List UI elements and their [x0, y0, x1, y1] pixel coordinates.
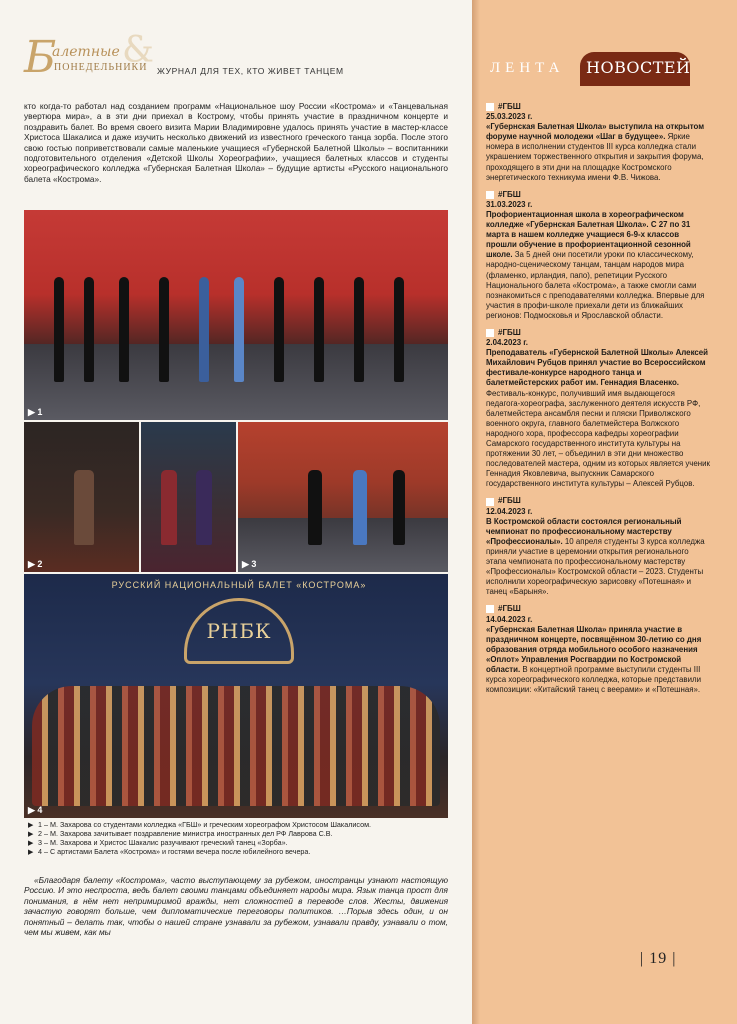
lenta-news-word: НОВОСТЕЙ	[586, 58, 691, 77]
figure	[394, 277, 404, 382]
figure	[119, 277, 129, 382]
square-bullet-icon	[486, 191, 494, 199]
news-date: 12.04.2023 г.	[486, 506, 533, 516]
news-body	[486, 348, 710, 489]
logo-ampersand: &	[122, 30, 155, 71]
figure	[159, 277, 169, 382]
news-item	[486, 604, 710, 695]
quote-paragraph: «Благодаря балету «Кострома», часто выступающему за рубежом, иностранцы узнают настоящую Россию. И это неспроста, ведь балет своими танцами объединяет народы мира. Язык танца прост для понимания, в нём нет непримиримой вражды, нет сложностей в переводе слов. Жесты, движения зачастую говорят больше, чем дипломатические переговоры политиков. …Порыв здесь один, и он понятный – делать так, чтобы о нашей стране узнавали за рубежом, узнавали правду, узнавали о том, чем мы живем, как мы	[24, 875, 448, 938]
magazine-logo[interactable]	[22, 30, 155, 88]
news-tag[interactable]	[486, 496, 710, 506]
masthead	[22, 30, 462, 88]
news-body	[486, 625, 710, 696]
news-tag-text: #ГБШ	[498, 327, 521, 337]
news-headline: В Костромской области состоялся региональный чемпионат по профессиональному мастерству «Профессионалы».	[486, 516, 682, 546]
news-headline: Преподаватель «Губернской Балетной Школы» Алексей Михайлович Рубцов принял участие во Всероссийском фестивале-конкурсе народного танца и балетмейстерских работ им. Геннадия Власенко.	[486, 348, 709, 388]
figure	[196, 470, 212, 545]
photo-group-with-students	[24, 210, 448, 420]
photo-captions	[28, 820, 448, 856]
square-bullet-icon	[486, 103, 494, 111]
caption-arrow-icon: ▶	[28, 820, 34, 829]
stage-floor	[238, 518, 448, 572]
news-tag[interactable]	[486, 190, 710, 200]
news-date: 2.04.2023 г.	[486, 338, 528, 348]
caption-2	[28, 829, 448, 838]
figure	[314, 277, 324, 382]
rnbk-logo-text: РНБК	[206, 619, 272, 643]
figure	[54, 277, 64, 382]
news-tag-text: #ГБШ	[498, 189, 521, 199]
photo-number-3: ▶ 3	[242, 559, 257, 569]
photo-number-2: ▶ 2	[28, 559, 43, 569]
news-tag[interactable]	[486, 604, 710, 614]
news-text: Яркие номера в исполнении студентов III курса колледжа стали украшением торжественного открытия и закрытия форума, проходящего в эти дни на площадке Костромского энергетического техникума имени Ф.В. Чижова.	[486, 132, 704, 182]
news-date: 25.03.2023 г.	[486, 112, 533, 122]
caption-text: 2 – М. Захарова зачитывает поздравление министра иностранных дел РФ Лаврова С.В.	[38, 829, 333, 838]
news-tag-text: #ГБШ	[498, 604, 521, 614]
stage-crowd	[32, 686, 440, 806]
news-headline: «Губернская Балетная Школа» выступила на открытом форуме научной молодежи «Шаг в будущее».	[486, 122, 705, 142]
photo-number-1: ▶ 1	[28, 407, 43, 417]
news-text: В концертной программе выступили студенты III курса хореографического колледжа, которые представили композиции: «Китайский танец с веерами» и «Потешная».	[486, 664, 702, 695]
news-item	[486, 496, 710, 597]
logo-letter: Б	[24, 32, 57, 83]
intro-paragraph: кто когда-то работал над созданием программ «Национальное шоу России «Кострома» и «Танцевальная увертюра мира», а в эти дни приехал в Кострому, чтобы принять участие в праздничном концерте и поздравить балет. Во время своего визита Марии Владимировне удалось принять участие в мастер-классе Христоса Шакалиса и даже изучить несколько движений из известного греческого танца зорба. После этого свою гостью поприветствовали самые маленькие учащиеся «Губернской Балетной Школы» – воспитанники подготовительного отделения «Детской Школы Хореографии», учащиеся балетных классов и студенты хореографического колледжа «Губернская Балетная Школа» – будущие артисты «Русского национального балета «Кострома».	[24, 101, 448, 184]
caption-1	[28, 820, 448, 829]
figure	[393, 470, 405, 545]
caption-4	[28, 847, 448, 856]
caption-3	[28, 838, 448, 847]
figure	[274, 277, 284, 382]
news-date: 31.03.2023 г.	[486, 199, 533, 209]
news-feed-header	[490, 52, 690, 86]
news-tag[interactable]	[486, 102, 710, 112]
caption-text: 4 – С артистами Балета «Кострома» и гостями вечера после юбилейного вечера.	[38, 847, 311, 856]
figure	[199, 277, 209, 382]
figure	[234, 277, 244, 382]
news-text: Фестиваль-конкурс, получивший имя выдающегося педагога-хореографа, заслуженного деятеля искусств РФ, балетмейстера ансамбля песни и пляски Приволжского военного округа, главного балетмейстера Волжского народного хора, профессора кафедры хореографии Самарского государственного института культуры на протяжении 30 лет, – объединил в эти дни множество последователей мастера, одним из которых является ученик Геннадия Яковлевича, выпускник Самарского государственного института культуры – Алексей Рубцов.	[486, 388, 710, 489]
caption-text: 3 – М. Захарова и Христос Шакалис разучивают греческий танец «Зорба».	[38, 838, 288, 847]
photo-zorba-dance	[238, 422, 448, 572]
news-item	[486, 190, 710, 321]
news-text: 10 апреля студенты 3 курса колледжа приняли участие в церемонии открытия регионального этапа чемпионата по профессиональному мастерству «Профессионалы» Костромской области – 2023. Студенты исполнили хореографическую зарисовку «Потешная» и танец «Барыня».	[486, 536, 705, 597]
news-item	[486, 328, 710, 490]
logo-line1: алетные	[52, 44, 120, 60]
photo-folk-dancers	[141, 422, 236, 572]
lenta-word: ЛЕНТА	[490, 60, 565, 76]
figure	[353, 470, 367, 545]
figure	[308, 470, 322, 545]
news-body	[486, 517, 710, 598]
news-body	[486, 210, 710, 321]
logo-line2: ПОНЕДЕЛЬНИКИ	[54, 62, 148, 73]
news-item	[486, 102, 710, 183]
news-tag-text: #ГБШ	[498, 102, 521, 111]
rnbk-logo	[184, 598, 294, 664]
square-bullet-icon	[486, 329, 494, 337]
caption-arrow-icon: ▶	[28, 829, 34, 838]
caption-arrow-icon: ▶	[28, 847, 34, 856]
figure	[74, 470, 94, 545]
news-text: За 5 дней они посетили уроки по классическому, народно-сценическому танцам, танцам народов мира (фламенко, ирландия, папо), репетиции Русского Национального балета «Кострома», а также смогли сами познакомиться с преподавателями колледжа. Впервые для участия в профи-школе приехали дети из ближайших регионов: Подмосковья и Ярославской области.	[486, 250, 705, 320]
page-number: | 19 |	[640, 950, 677, 967]
news-body	[486, 122, 710, 183]
news-tag[interactable]	[486, 328, 710, 338]
news-feed	[486, 102, 710, 702]
caption-text: 1 – М. Захарова со студентами колледжа «ГБШ» и греческим хореографом Христосом Шакалисом.	[38, 820, 372, 829]
magazine-tagline: ЖУРНАЛ ДЛЯ ТЕХ, КТО ЖИВЕТ ТАНЦЕМ	[157, 66, 344, 76]
figure	[161, 470, 177, 545]
square-bullet-icon	[486, 498, 494, 506]
news-headline: «Губернская Балетная Школа» приняла участие в праздничном концерте, посвящённом 30-летию со дня образования отряда мобильного особого назначения «Оплот» Управления Росгвардии по Костромской области.	[486, 624, 702, 674]
figure	[84, 277, 94, 382]
square-bullet-icon	[486, 605, 494, 613]
caption-arrow-icon: ▶	[28, 838, 34, 847]
rnbk-arc-text: РУССКИЙ НАЦИОНАЛЬНЫЙ БАЛЕТ «КОСТРОМА»	[111, 580, 367, 590]
figure	[354, 277, 364, 382]
news-headline: Профориентационная школа в хореографическом колледже «Губернская Балетная Школа». С 27 по 31 марта в нашем колледже учащиеся 6-9-х классов прошли обучение в профориентационной сезонной школе.	[486, 209, 691, 260]
news-date: 14.04.2023 г.	[486, 614, 533, 624]
photo-anniversary-stage	[24, 574, 448, 818]
news-tag-text: #ГБШ	[498, 496, 521, 506]
photo-reading-greeting	[24, 422, 139, 572]
photo-number-4: ▶ 4	[28, 805, 43, 815]
